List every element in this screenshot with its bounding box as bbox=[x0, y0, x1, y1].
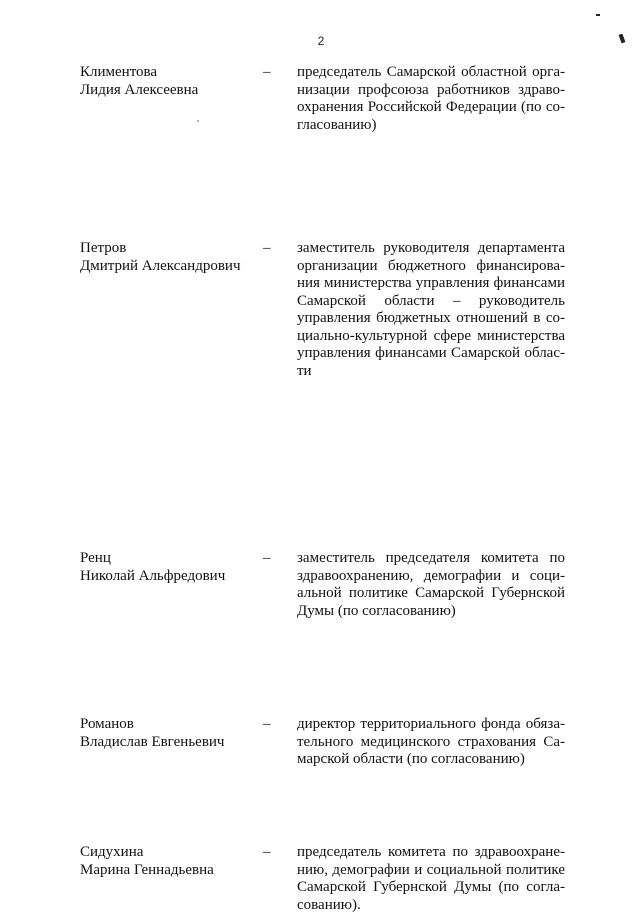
members-list bbox=[0, 64, 640, 522]
position-line: управления бюджетных отношений в со- bbox=[297, 310, 565, 328]
position-line: Думы (по согласованию) bbox=[297, 603, 565, 621]
member-given-name: Лидия Алексеевна bbox=[80, 82, 260, 100]
list-item bbox=[0, 556, 640, 616]
member-position bbox=[297, 844, 565, 914]
position-line: ния министерства управления финансами bbox=[297, 275, 565, 293]
member-given-name: Дмитрий Александрович bbox=[80, 258, 260, 276]
separator-dash: – bbox=[263, 716, 271, 734]
member-surname: Климентова bbox=[80, 64, 260, 82]
position-line: организации бюджетного финансирова- bbox=[297, 258, 565, 276]
separator-dash: – bbox=[263, 240, 271, 258]
position-line: альной политике Самарской Губернской bbox=[297, 585, 565, 603]
member-surname: Романов bbox=[80, 716, 260, 734]
member-position bbox=[297, 64, 565, 134]
separator-dash: – bbox=[263, 550, 271, 568]
member-position bbox=[297, 240, 565, 380]
position-line: тельного медицинского страхования Са- bbox=[297, 734, 565, 752]
position-line: нию, демографии и социальной политике bbox=[297, 862, 565, 880]
member-name bbox=[80, 844, 260, 879]
page-number: 2 bbox=[312, 34, 330, 48]
list-item bbox=[0, 64, 640, 152]
position-line: Самарской Губернской Думы (по согла- bbox=[297, 879, 565, 897]
position-line: низации профсоюза работников здраво- bbox=[297, 82, 565, 100]
position-line: гласованию) bbox=[297, 117, 565, 135]
position-line: марской области (по согласованию) bbox=[297, 751, 565, 769]
member-given-name: Владислав Евгеньевич bbox=[80, 734, 260, 752]
scan-mark-right bbox=[619, 34, 626, 44]
position-line: ти bbox=[297, 363, 565, 381]
position-line: директор территориального фонда обяза- bbox=[297, 716, 565, 734]
position-line: Самарской области – руководитель bbox=[297, 293, 565, 311]
position-line: циально-культурной сфере министерства bbox=[297, 328, 565, 346]
list-item bbox=[0, 177, 640, 327]
position-line: заместитель председателя комитета по bbox=[297, 550, 565, 568]
member-surname: Петров bbox=[80, 240, 260, 258]
scan-mark-top bbox=[596, 14, 600, 16]
member-given-name: Николай Альфредович bbox=[80, 568, 260, 586]
list-item bbox=[0, 390, 640, 470]
position-line: председатель комитета по здравоохране- bbox=[297, 844, 565, 862]
position-line: здравоохранению, демографии и соци- bbox=[297, 568, 565, 586]
member-surname: Сидухина bbox=[80, 844, 260, 862]
position-line: охранения Российской Федерации (по со- bbox=[297, 99, 565, 117]
member-given-name: Марина Геннадьевна bbox=[80, 862, 260, 880]
position-line: управления финансами Самарской облас- bbox=[297, 345, 565, 363]
position-line: председатель Самарской областной орга- bbox=[297, 64, 565, 82]
member-name bbox=[80, 64, 260, 99]
position-line: заместитель руководителя департамента bbox=[297, 240, 565, 258]
list-item bbox=[0, 684, 640, 764]
member-surname: Ренц bbox=[80, 550, 260, 568]
member-name bbox=[80, 240, 260, 275]
separator-dash: – bbox=[263, 844, 271, 862]
separator-dash: – bbox=[263, 64, 271, 82]
position-line: сованию). bbox=[297, 897, 565, 914]
